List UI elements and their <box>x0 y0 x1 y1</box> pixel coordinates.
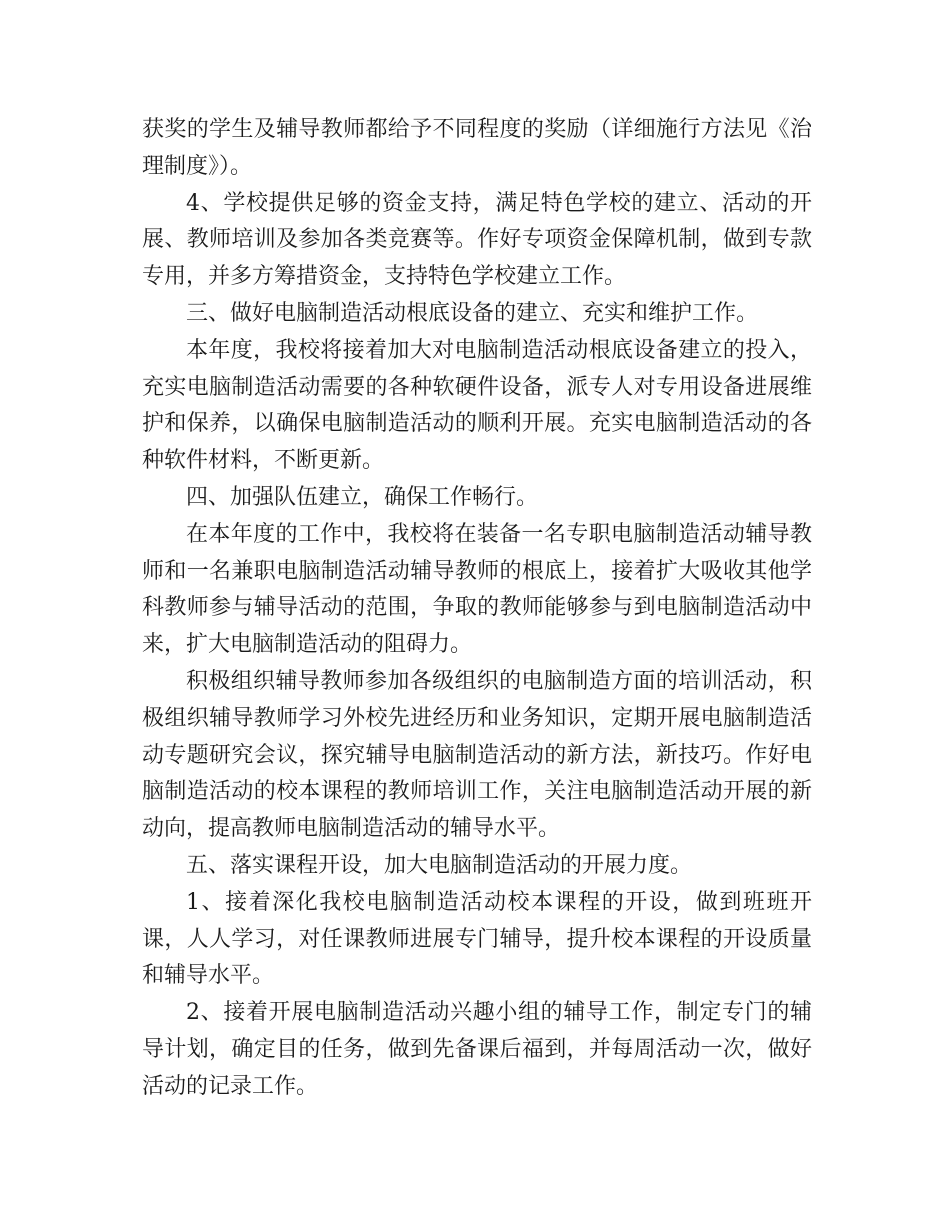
paragraph-teacher-staffing: 在本年度的工作中，我校将在装备一名专职电脑制造活动辅导教师和一名兼职电脑制造活动辅导教师的根底上，接着扩大吸收其他学科教师参与辅导活动的范围，争取的教师能够参与到电脑制造活动中来，扩大电脑制造活动的阻碍力。 <box>142 521 812 658</box>
paragraph-equipment-investment: 本年度，我校将接着加大对电脑制造活动根底设备建立的投入，充实电脑制造活动需要的各种软硬件设备，派专人对专用设备进展维护和保养，以确保电脑制造活动的顺利开展。充实电脑制造活动的各种软件材料，不断更新。 <box>142 337 812 474</box>
document-body <box>142 112 812 1106</box>
paragraph-funding-support: 4、学校提供足够的资金支持，满足特色学校的建立、活动的开展、教师培训及参加各类竞赛等。作好专项资金保障机制，做到专款专用，并多方筹措资金，支持特色学校建立工作。 <box>142 190 812 290</box>
paragraph-interest-group: 2、接着开展电脑制造活动兴趣小组的辅导工作，制定专门的辅导计划，确定目的任务，做到先备课后福到，并每周活动一次，做好活动的记录工作。 <box>142 1000 812 1099</box>
section-heading-equipment: 三、做好电脑制造活动根底设备的建立、充实和维护工作。 <box>186 300 759 326</box>
paragraph-award-continuation: 获奖的学生及辅导教师都给予不同程度的奖励（详细施行方法见《治理制度》）。 <box>142 117 812 179</box>
section-heading-team-building: 四、加强队伍建立，确保工作畅行。 <box>186 484 539 510</box>
paragraph-school-curriculum: 1、接着深化我校电脑制造活动校本课程的开设，做到班班开课，人人学习，对任课教师进展专门辅导，提升校本课程的开设质量和辅导水平。 <box>142 889 812 989</box>
paragraph-teacher-training: 积极组织辅导教师参加各级组织的电脑制造方面的培训活动，积极组织辅导教师学习外校先进经历和业务知识，定期开展电脑制造活动专题研究会议，探究辅导电脑制造活动的新方法，新技巧。作好电脑制造活动的校本课程的教师培训工作，关注电脑制造活动开展的新动向，提高教师电脑制造活动的辅导水平。 <box>142 668 812 842</box>
section-heading-curriculum: 五、落实课程开设，加大电脑制造活动的开展力度。 <box>186 852 693 878</box>
